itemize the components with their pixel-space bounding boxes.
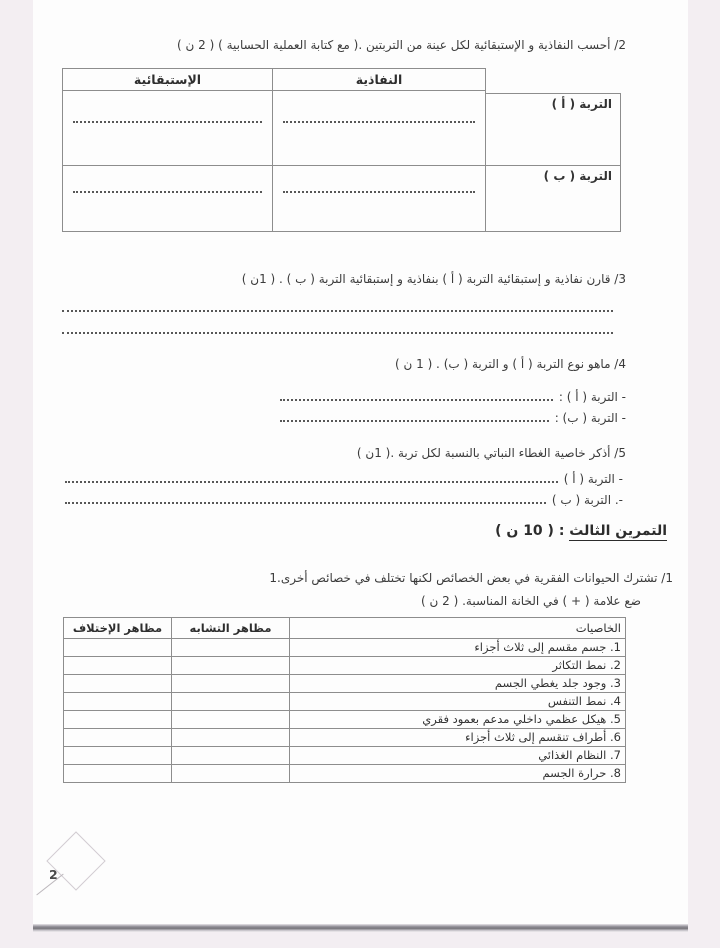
similarity-mark-cell <box>172 693 290 711</box>
exercise-3-q1-line2: ضع علامة ( + ) في الخانة المناسبة. ( 2 ن ) <box>421 594 641 608</box>
similarity-mark-cell <box>172 747 290 765</box>
table-row <box>64 657 626 675</box>
column-header-similarities: مظاهر التشابه <box>172 618 290 639</box>
difference-mark-cell <box>64 639 172 657</box>
characteristic-label: 1. جسم مقسم إلى ثلاث أجزاء <box>290 639 626 657</box>
difference-mark-cell <box>64 747 172 765</box>
difference-mark-cell <box>64 729 172 747</box>
table-row <box>64 711 626 729</box>
characteristic-label: 6. أطراف تنقسم إلى ثلاث أجزاء <box>290 729 626 747</box>
column-header-permeability: النفاذية <box>272 68 486 91</box>
difference-mark-cell <box>64 711 172 729</box>
characteristic-label: 7. النظام الغذائي <box>290 747 626 765</box>
table-header-row <box>64 618 626 639</box>
table-row <box>64 675 626 693</box>
answer-dotted-line <box>62 322 613 334</box>
similarity-mark-cell <box>172 657 290 675</box>
answer-dotted-line <box>280 399 553 401</box>
answer-label-soil-a: - التربة ( أ ) <box>563 472 623 486</box>
cell-retention-soil-b <box>62 165 273 232</box>
row-header-soil-a: التربة ( أ ) <box>485 93 621 166</box>
table-row <box>64 639 626 657</box>
table-row <box>64 747 626 765</box>
answer-dotted-line <box>73 191 262 193</box>
similarity-mark-cell <box>172 639 290 657</box>
characteristic-label: 5. هيكل عظمي داخلي مدعم بعمود فقري <box>290 711 626 729</box>
answer-label-soil-a: - التربة ( أ ) : <box>558 390 626 404</box>
table-row <box>64 693 626 711</box>
answer-dotted-line <box>280 420 549 422</box>
answer-label-soil-b: - التربة ( ب) : <box>554 411 626 425</box>
answer-label-soil-b: -. التربة ( ب ) <box>551 493 623 507</box>
column-header-differences: مظاهر الإختلاف <box>64 618 172 639</box>
worksheet-page <box>33 0 688 925</box>
similarity-mark-cell <box>172 729 290 747</box>
answer-row-soil-a <box>280 386 626 404</box>
exercise-3-heading <box>495 523 667 539</box>
difference-mark-cell <box>64 675 172 693</box>
exercise-3-q1-line1: 1/ تشترك الحيوانات الفقرية في بعض الخصائص لكنها تختلف في خصائص أخرى.1 <box>269 571 673 585</box>
difference-mark-cell <box>64 657 172 675</box>
difference-mark-cell <box>64 765 172 783</box>
similarity-mark-cell <box>172 711 290 729</box>
characteristic-label: 4. نمط التنفس <box>290 693 626 711</box>
soil-results-table <box>62 68 621 232</box>
similarity-mark-cell <box>172 765 290 783</box>
column-header-characteristics: الخاصيات <box>290 618 626 639</box>
difference-mark-cell <box>64 693 172 711</box>
characteristics-table <box>63 617 626 783</box>
question-4-text: 4/ ماهو نوع التربة ( أ ) و التربة ( ب) . ( 1 ن ) <box>394 357 626 371</box>
question-2-text: 2/ أحسب النفاذية و الإستبقائية لكل عينة من التربتين .( مع كتابة العملية الحسابية ) ( 2 ن ) <box>177 38 626 52</box>
table-row <box>64 765 626 783</box>
answer-dotted-line <box>62 300 613 312</box>
column-header-retention: الإستبقائية <box>62 68 273 91</box>
answer-row-soil-a <box>65 468 623 486</box>
characteristic-label: 8. حرارة الجسم <box>290 765 626 783</box>
cell-retention-soil-a <box>62 90 273 166</box>
similarity-mark-cell <box>172 675 290 693</box>
characteristic-label: 3. وجود جلد يغطي الجسم <box>290 675 626 693</box>
question-3-text: 3/ قارن نفاذية و إستبقائية التربة ( أ ) بنفاذية و إستبقائية التربة ( ب ) . ( 1ن ) <box>241 272 626 286</box>
question-5-text: 5/ أذكر خاصية الغطاء النباتي بالنسبة لكل تربة .( 1ن ) <box>356 446 626 460</box>
answer-dotted-line <box>73 121 262 123</box>
answer-dotted-line <box>283 121 475 123</box>
answer-dotted-line <box>65 502 546 504</box>
row-header-soil-b: التربة ( ب ) <box>485 165 621 232</box>
characteristic-label: 2. نمط التكاثر <box>290 657 626 675</box>
answer-dotted-line <box>283 191 475 193</box>
page-bottom-edge <box>33 924 688 932</box>
table-row <box>64 729 626 747</box>
cell-permeability-soil-a <box>272 90 486 166</box>
exercise-3-points: : ( 10 ن ) <box>495 523 570 539</box>
cell-permeability-soil-b <box>272 165 486 232</box>
page-number: 2 <box>49 867 58 882</box>
answer-row-soil-b <box>65 489 623 507</box>
answer-dotted-line <box>65 481 558 483</box>
exercise-3-title: التمرين الثالث <box>569 523 667 539</box>
answer-row-soil-b <box>280 407 626 425</box>
